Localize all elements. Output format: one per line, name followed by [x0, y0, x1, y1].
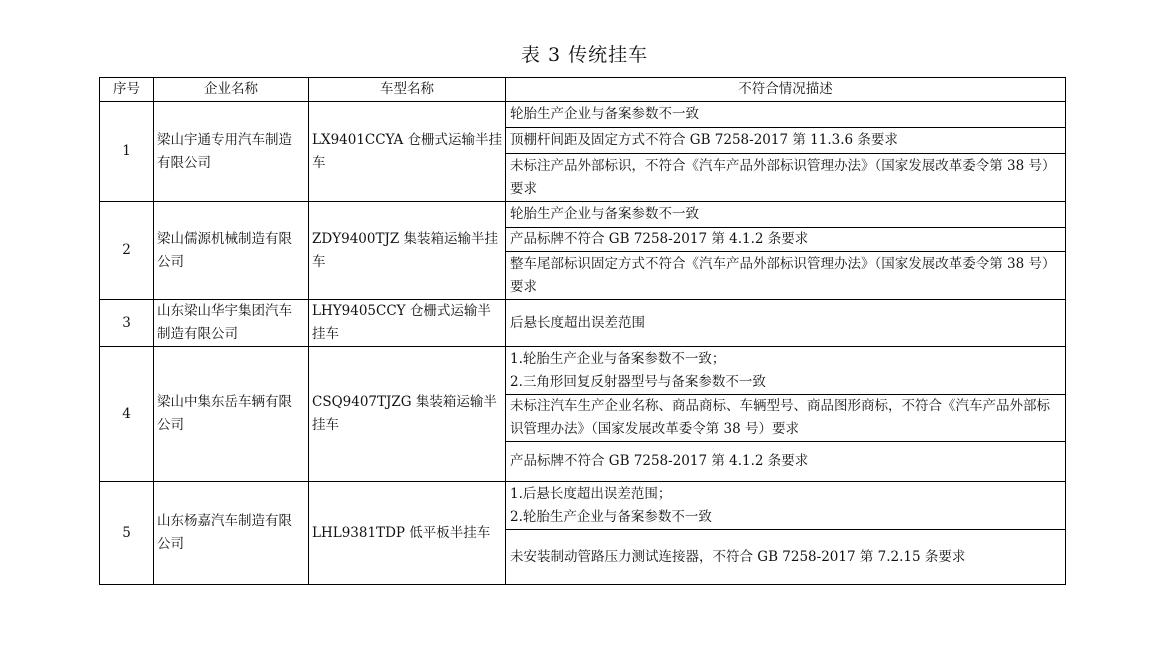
issue-text: 2.轮胎生产企业与备案参数不一致	[510, 508, 712, 525]
row-no: 3	[100, 300, 154, 347]
row-issue	[506, 442, 1066, 482]
header-model: 车型名称	[309, 78, 506, 102]
issue-text: 未标注汽车生产企业名称、商品商标、车辆型号、商品图形商标，不符合《汽车产品外部标识管理办法》（国家发展改革委令第 38 号）要求	[510, 398, 1050, 437]
row-issue	[506, 482, 1066, 530]
issue-text: 未标注产品外部标识，不符合《汽车产品外部标识管理办法》（国家发展改革委令第 38 号）要求	[510, 157, 1056, 197]
row-issue	[506, 202, 1066, 228]
row-no: 4	[100, 347, 154, 482]
row-model: ZDY9400TJZ 集装箱运输半挂车	[309, 202, 506, 300]
issue-text: 1.后悬长度超出误差范围；	[510, 485, 672, 502]
row-enterprise	[154, 202, 309, 300]
issue-text: 2.三角形回复反射器型号与备案参数不一致	[510, 373, 766, 390]
row-enterprise	[154, 482, 309, 585]
row-no: 5	[100, 482, 154, 585]
row-no: 2	[100, 202, 154, 300]
table-row	[100, 102, 1066, 128]
table-title: 表 3 传统挂车	[520, 44, 649, 66]
issue-text: 产品标牌不符合 GB 7258-2017 第 4.1.2 条要求	[510, 231, 809, 247]
row-no: 1	[100, 102, 154, 202]
row-enterprise	[154, 300, 309, 347]
enterprise-text: 梁山宇通专用汽车制造有限公司	[157, 131, 292, 171]
row-issue	[506, 128, 1066, 154]
issue-text: 后悬长度超出误差范围	[510, 314, 645, 331]
row-enterprise	[154, 347, 309, 482]
table-row	[100, 347, 1066, 395]
row-model: LX9401CCYA 仓栅式运输半挂车	[309, 102, 506, 202]
row-issue	[506, 252, 1066, 300]
enterprise-text: 山东杨嘉汽车制造有限公司	[157, 513, 292, 552]
header-row	[100, 78, 1066, 102]
row-issue	[506, 228, 1066, 252]
enterprise-text: 梁山中集东岳车辆有限公司	[157, 394, 292, 433]
row-model: LHY9405CCY 仓栅式运输半挂车	[309, 300, 506, 347]
row-issue	[506, 530, 1066, 585]
row-model: LHL9381TDP 低平板半挂车	[309, 482, 506, 585]
issue-text: 未安装制动管路压力测试连接器，不符合 GB 7258-2017 第 7.2.15 条要求	[510, 548, 966, 565]
row-issue	[506, 300, 1066, 347]
enterprise-text: 梁山儒源机械制造有限公司	[157, 230, 292, 270]
header-no: 序号	[100, 78, 154, 102]
row-model: CSQ9407TJZG 集装箱运输半挂车	[309, 347, 506, 482]
issue-text: 轮胎生产企业与备案参数不一致	[510, 206, 699, 222]
table-row	[100, 300, 1066, 347]
vehicle-table	[99, 77, 1066, 585]
row-enterprise	[154, 102, 309, 202]
issue-text: 轮胎生产企业与备案参数不一致	[510, 106, 699, 122]
header-description: 不符合情况描述	[506, 78, 1066, 102]
row-issue	[506, 395, 1066, 442]
issue-text: 顶棚杆间距及固定方式不符合 GB 7258-2017 第 11.3.6 条要求	[510, 132, 898, 148]
row-issue	[506, 102, 1066, 128]
issue-text: 产品标牌不符合 GB 7258-2017 第 4.1.2 条要求	[510, 453, 809, 469]
header-enterprise: 企业名称	[154, 78, 309, 102]
row-issue	[506, 347, 1066, 395]
row-issue	[506, 154, 1066, 202]
enterprise-text: 山东梁山华宇集团汽车制造有限公司	[157, 303, 292, 342]
table-row	[100, 202, 1066, 228]
issue-text: 整车尾部标识固定方式不符合《汽车产品外部标识管理办法》（国家发展改革委令第 38 号）要求	[510, 255, 1056, 295]
issue-text: 1.轮胎生产企业与备案参数不一致；	[510, 350, 726, 367]
table-row	[100, 482, 1066, 530]
